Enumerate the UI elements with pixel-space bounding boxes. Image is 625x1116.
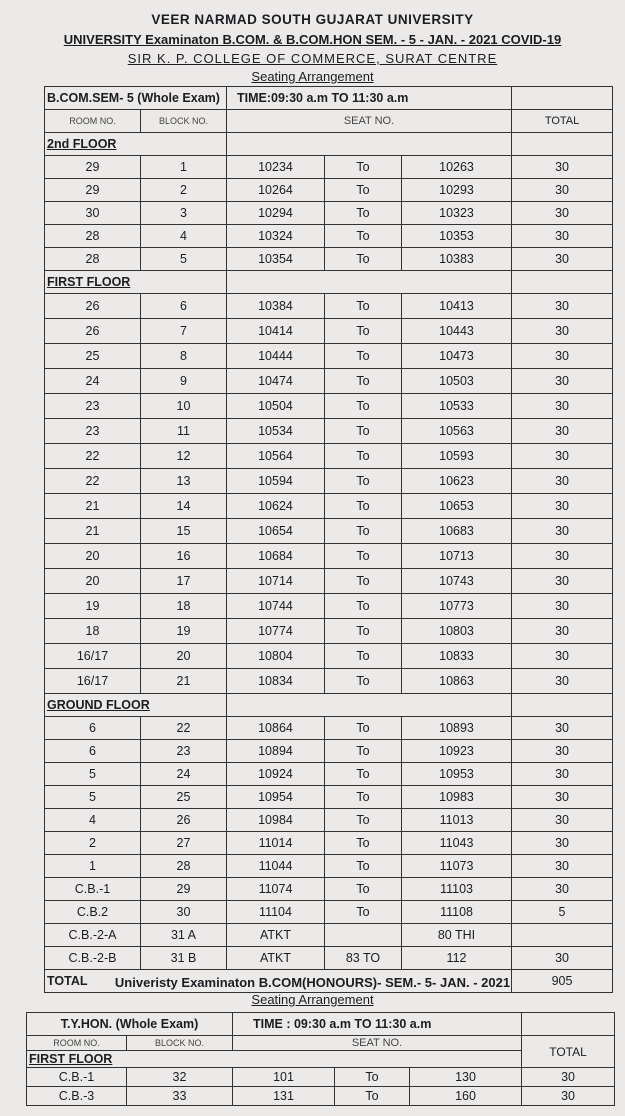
seat-end: 10953 xyxy=(402,763,512,786)
floor-blank xyxy=(512,694,613,717)
table-row xyxy=(45,444,613,469)
room-no: 28 xyxy=(45,248,141,271)
grand-total: 905 xyxy=(512,970,613,993)
table-row xyxy=(45,394,613,419)
seat-to: To xyxy=(325,225,402,248)
room-no: 30 xyxy=(45,202,141,225)
room-no: 16/17 xyxy=(45,644,141,669)
seat-end: 11103 xyxy=(402,878,512,901)
block-no: 21 xyxy=(141,669,227,694)
table-row xyxy=(45,156,613,179)
seat-from: 10924 xyxy=(227,763,325,786)
seat-to: To xyxy=(325,394,402,419)
block-no: 23 xyxy=(141,740,227,763)
seat-to: To xyxy=(335,1068,410,1087)
room-no: 4 xyxy=(45,809,141,832)
seat-to: To xyxy=(325,763,402,786)
room-no: 6 xyxy=(45,717,141,740)
seat-from: 11074 xyxy=(227,878,325,901)
block-no: 29 xyxy=(141,878,227,901)
seat-to: To xyxy=(325,156,402,179)
table-row xyxy=(45,294,613,319)
seat-from: 10804 xyxy=(227,644,325,669)
room-no: 25 xyxy=(45,344,141,369)
seat-to: To xyxy=(325,369,402,394)
room-no: 29 xyxy=(45,156,141,179)
room-no: 20 xyxy=(45,544,141,569)
seat-to: To xyxy=(325,344,402,369)
column-header-row xyxy=(45,110,613,133)
seat-to: To xyxy=(325,786,402,809)
seat-from: 10834 xyxy=(227,669,325,694)
seat-end: 10713 xyxy=(402,544,512,569)
seat-to: To xyxy=(325,202,402,225)
room-no: 26 xyxy=(45,319,141,344)
table-row xyxy=(45,740,613,763)
row-total: 30 xyxy=(512,855,613,878)
seat-from: 10504 xyxy=(227,394,325,419)
column-header-row xyxy=(27,1036,615,1051)
block-no: 1 xyxy=(141,156,227,179)
col-total: TOTAL xyxy=(512,110,613,133)
hon-exam-title: Univeristy Examinaton B.COM(HONOURS)- SEM.- 5- JAN. - 2021 xyxy=(114,975,511,990)
hon-seating-heading: Seating Arrangement xyxy=(251,992,374,1007)
hon-exam-time: TIME : 09:30 a.m TO 11:30 a.m xyxy=(233,1013,522,1036)
row-total: 30 xyxy=(512,832,613,855)
row-total: 30 xyxy=(512,444,613,469)
seat-end: 10983 xyxy=(402,786,512,809)
table-row xyxy=(45,319,613,344)
row-total: 30 xyxy=(512,469,613,494)
block-no: 22 xyxy=(141,717,227,740)
floor-blank xyxy=(227,271,512,294)
seat-end: 10623 xyxy=(402,469,512,494)
seat-end: 10473 xyxy=(402,344,512,369)
table-row xyxy=(45,594,613,619)
block-no: 19 xyxy=(141,619,227,644)
floor-label: FIRST FLOOR xyxy=(27,1051,522,1068)
university-title: VEER NARMAD SOUTH GUJARAT UNIVERSITY xyxy=(151,12,474,27)
seat-end: 10353 xyxy=(402,225,512,248)
row-total: 30 xyxy=(512,248,613,271)
block-no: 31 B xyxy=(141,947,227,970)
row-total: 30 xyxy=(512,319,613,344)
floor-label: FIRST FLOOR xyxy=(45,271,227,294)
block-no: 26 xyxy=(141,809,227,832)
room-no: C.B.-1 xyxy=(45,878,141,901)
exam-time: TIME:09:30 a.m TO 11:30 a.m xyxy=(227,87,512,110)
seat-from: 10414 xyxy=(227,319,325,344)
row-total: 30 xyxy=(512,156,613,179)
seat-from: 101 xyxy=(233,1068,335,1087)
seat-from: 10234 xyxy=(227,156,325,179)
room-no: C.B.-3 xyxy=(27,1087,127,1106)
floor-label: GROUND FLOOR xyxy=(45,694,227,717)
table-row xyxy=(27,1068,615,1087)
seat-from: 10984 xyxy=(227,809,325,832)
seat-end: 112 xyxy=(402,947,512,970)
col-block: BLOCK NO. xyxy=(141,110,227,133)
row-total: 30 xyxy=(512,544,613,569)
row-total: 30 xyxy=(512,494,613,519)
row-total xyxy=(512,924,613,947)
seat-from: 10534 xyxy=(227,419,325,444)
row-total: 30 xyxy=(512,947,613,970)
seat-from: 10594 xyxy=(227,469,325,494)
seat-from: 10684 xyxy=(227,544,325,569)
seat-end: 10293 xyxy=(402,179,512,202)
seat-from: 10624 xyxy=(227,494,325,519)
table-row xyxy=(45,369,613,394)
exam-title: UNIVERSITY Examinaton B.COM. & B.COM.HON SEM. - 5 - JAN. - 2021 COVID-19 xyxy=(63,32,562,47)
table-row xyxy=(45,832,613,855)
seat-to: To xyxy=(325,469,402,494)
row-total: 30 xyxy=(512,344,613,369)
seat-end: 10383 xyxy=(402,248,512,271)
floor-blank xyxy=(227,694,512,717)
seat-from: ATKT xyxy=(227,924,325,947)
row-total: 30 xyxy=(512,619,613,644)
seat-from: 10744 xyxy=(227,594,325,619)
table-row xyxy=(45,519,613,544)
room-no: 5 xyxy=(45,786,141,809)
row-total: 30 xyxy=(512,763,613,786)
seat-end: 10803 xyxy=(402,619,512,644)
table-row xyxy=(45,619,613,644)
seat-to: To xyxy=(325,669,402,694)
seat-end: 10833 xyxy=(402,644,512,669)
seat-to: To xyxy=(325,740,402,763)
table-title-row xyxy=(27,1013,615,1036)
seat-from: 10294 xyxy=(227,202,325,225)
table-row xyxy=(45,763,613,786)
row-total: 30 xyxy=(512,878,613,901)
col-block: BLOCK NO. xyxy=(127,1036,233,1051)
room-no: 16/17 xyxy=(45,669,141,694)
room-no: 21 xyxy=(45,519,141,544)
block-no: 9 xyxy=(141,369,227,394)
row-total: 30 xyxy=(512,394,613,419)
row-total: 30 xyxy=(512,369,613,394)
block-no: 30 xyxy=(141,901,227,924)
row-total: 30 xyxy=(522,1087,615,1106)
table-row xyxy=(45,901,613,924)
room-no: 5 xyxy=(45,763,141,786)
table-row xyxy=(45,924,613,947)
table-row xyxy=(45,855,613,878)
seat-to: To xyxy=(325,644,402,669)
table-row xyxy=(45,669,613,694)
table-row xyxy=(45,786,613,809)
table-row xyxy=(45,644,613,669)
col-total: TOTAL xyxy=(522,1036,615,1068)
table-row xyxy=(45,494,613,519)
floor-row xyxy=(45,271,613,294)
row-total: 30 xyxy=(512,669,613,694)
room-no: 2 xyxy=(45,832,141,855)
room-no: 22 xyxy=(45,469,141,494)
row-total: 30 xyxy=(512,202,613,225)
seat-end: 10413 xyxy=(402,294,512,319)
block-no: 3 xyxy=(141,202,227,225)
seat-to: To xyxy=(325,855,402,878)
block-no: 18 xyxy=(141,594,227,619)
seat-to: To xyxy=(325,248,402,271)
room-no: C.B.-2-A xyxy=(45,924,141,947)
table-row xyxy=(45,717,613,740)
floor-blank xyxy=(512,133,613,156)
block-no: 7 xyxy=(141,319,227,344)
seat-end: 11043 xyxy=(402,832,512,855)
seat-end: 10263 xyxy=(402,156,512,179)
room-no: 24 xyxy=(45,369,141,394)
block-no: 31 A xyxy=(141,924,227,947)
table-title-row xyxy=(45,87,613,110)
seat-from: 10954 xyxy=(227,786,325,809)
seat-from: 10714 xyxy=(227,569,325,594)
row-total: 30 xyxy=(512,294,613,319)
col-seat: SEAT NO. xyxy=(233,1036,522,1051)
block-no: 33 xyxy=(127,1087,233,1106)
seat-to: To xyxy=(325,878,402,901)
block-no: 5 xyxy=(141,248,227,271)
seat-to: To xyxy=(325,419,402,444)
seat-to: To xyxy=(325,594,402,619)
row-total: 30 xyxy=(512,594,613,619)
row-total: 30 xyxy=(512,569,613,594)
seat-end: 10533 xyxy=(402,394,512,419)
floor-row xyxy=(45,694,613,717)
row-total: 30 xyxy=(512,786,613,809)
row-total: 30 xyxy=(512,179,613,202)
table-row xyxy=(45,947,613,970)
seat-to: To xyxy=(325,179,402,202)
seat-from: 11104 xyxy=(227,901,325,924)
seat-from: ATKT xyxy=(227,947,325,970)
seat-end: 10653 xyxy=(402,494,512,519)
seat-end: 10563 xyxy=(402,419,512,444)
room-no: 23 xyxy=(45,394,141,419)
room-no: C.B.2 xyxy=(45,901,141,924)
table-row xyxy=(45,419,613,444)
block-no: 16 xyxy=(141,544,227,569)
total-label: TOTAL xyxy=(45,970,512,993)
floor-blank xyxy=(512,271,613,294)
seat-from: 10564 xyxy=(227,444,325,469)
row-total: 30 xyxy=(522,1068,615,1087)
room-no: 20 xyxy=(45,569,141,594)
seat-from: 10324 xyxy=(227,225,325,248)
seat-to: To xyxy=(325,544,402,569)
col-seat: SEAT NO. xyxy=(227,110,512,133)
table-row xyxy=(45,202,613,225)
seat-end: 10923 xyxy=(402,740,512,763)
seat-end: 10323 xyxy=(402,202,512,225)
seat-end: 10743 xyxy=(402,569,512,594)
room-no: C.B.-2-B xyxy=(45,947,141,970)
seat-to xyxy=(325,924,402,947)
block-no: 6 xyxy=(141,294,227,319)
floor-blank xyxy=(227,133,512,156)
row-total: 30 xyxy=(512,740,613,763)
room-no: 1 xyxy=(45,855,141,878)
floor-label: 2nd FLOOR xyxy=(45,133,227,156)
seat-to: To xyxy=(325,717,402,740)
row-total: 30 xyxy=(512,519,613,544)
seat-from: 10354 xyxy=(227,248,325,271)
floor-row xyxy=(45,133,613,156)
seat-from: 11014 xyxy=(227,832,325,855)
col-room: ROOM NO. xyxy=(45,110,141,133)
table-row xyxy=(45,344,613,369)
seating-table-bcom xyxy=(44,86,613,993)
exam-label: B.COM.SEM- 5 (Whole Exam) xyxy=(45,87,227,110)
table-row xyxy=(45,469,613,494)
block-no: 27 xyxy=(141,832,227,855)
seat-to: To xyxy=(325,494,402,519)
block-no: 10 xyxy=(141,394,227,419)
seat-from: 10894 xyxy=(227,740,325,763)
row-total: 30 xyxy=(512,717,613,740)
col-room: ROOM NO. xyxy=(27,1036,127,1051)
row-total: 30 xyxy=(512,419,613,444)
room-no: 23 xyxy=(45,419,141,444)
block-no: 20 xyxy=(141,644,227,669)
room-no: 22 xyxy=(45,444,141,469)
seat-to: 83 TO xyxy=(325,947,402,970)
seat-to: To xyxy=(325,519,402,544)
row-total: 30 xyxy=(512,809,613,832)
block-no: 15 xyxy=(141,519,227,544)
seat-from: 10774 xyxy=(227,619,325,644)
table-row xyxy=(45,569,613,594)
seat-end: 10593 xyxy=(402,444,512,469)
block-no: 28 xyxy=(141,855,227,878)
seating-table-hon xyxy=(26,1012,615,1106)
room-no: 26 xyxy=(45,294,141,319)
row-total: 30 xyxy=(512,644,613,669)
hon-exam-label: T.Y.HON. (Whole Exam) xyxy=(27,1013,233,1036)
seat-from: 10384 xyxy=(227,294,325,319)
block-no: 11 xyxy=(141,419,227,444)
block-no: 12 xyxy=(141,444,227,469)
seat-to: To xyxy=(325,294,402,319)
block-no: 25 xyxy=(141,786,227,809)
seat-to: To xyxy=(325,319,402,344)
seat-end: 130 xyxy=(410,1068,522,1087)
seat-from: 131 xyxy=(233,1087,335,1106)
table-row xyxy=(45,544,613,569)
seat-from: 10864 xyxy=(227,717,325,740)
seat-end: 10863 xyxy=(402,669,512,694)
seat-to: To xyxy=(325,901,402,924)
row-total: 5 xyxy=(512,901,613,924)
seating-heading: Seating Arrangement xyxy=(251,69,374,84)
room-no: 18 xyxy=(45,619,141,644)
block-no: 14 xyxy=(141,494,227,519)
seat-end: 10773 xyxy=(402,594,512,619)
room-no: 6 xyxy=(45,740,141,763)
seat-end: 11073 xyxy=(402,855,512,878)
block-no: 24 xyxy=(141,763,227,786)
room-no: 21 xyxy=(45,494,141,519)
seat-to: To xyxy=(325,809,402,832)
table-row xyxy=(45,248,613,271)
seat-to: To xyxy=(325,569,402,594)
college-title: SIR K. P. COLLEGE OF COMMERCE, SURAT CENTRE xyxy=(127,51,498,66)
seat-from: 10654 xyxy=(227,519,325,544)
seat-end: 10503 xyxy=(402,369,512,394)
seat-end: 10683 xyxy=(402,519,512,544)
seat-from: 10474 xyxy=(227,369,325,394)
seat-end: 11108 xyxy=(402,901,512,924)
block-no: 32 xyxy=(127,1068,233,1087)
seat-to: To xyxy=(325,832,402,855)
block-no: 8 xyxy=(141,344,227,369)
room-no: 28 xyxy=(45,225,141,248)
seat-end: 80 THI xyxy=(402,924,512,947)
seat-end: 10893 xyxy=(402,717,512,740)
block-no: 17 xyxy=(141,569,227,594)
block-no: 13 xyxy=(141,469,227,494)
seat-to: To xyxy=(325,444,402,469)
table-row xyxy=(45,225,613,248)
table-row xyxy=(45,878,613,901)
room-no: 29 xyxy=(45,179,141,202)
room-no: 19 xyxy=(45,594,141,619)
seat-from: 11044 xyxy=(227,855,325,878)
table-row xyxy=(27,1087,615,1106)
table-row xyxy=(45,809,613,832)
seat-to: To xyxy=(335,1087,410,1106)
seat-to: To xyxy=(325,619,402,644)
seat-from: 10444 xyxy=(227,344,325,369)
room-no: C.B.-1 xyxy=(27,1068,127,1087)
seat-end: 10443 xyxy=(402,319,512,344)
seat-end: 160 xyxy=(410,1087,522,1106)
block-no: 2 xyxy=(141,179,227,202)
seat-from: 10264 xyxy=(227,179,325,202)
block-no: 4 xyxy=(141,225,227,248)
table-row xyxy=(45,179,613,202)
seat-end: 11013 xyxy=(402,809,512,832)
row-total: 30 xyxy=(512,225,613,248)
